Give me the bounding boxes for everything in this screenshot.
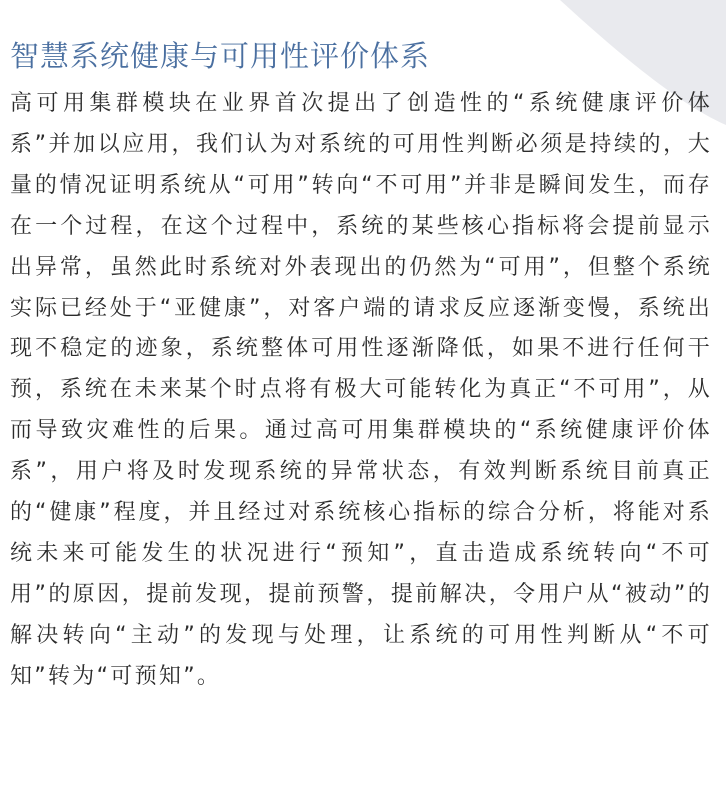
article-body: 高可用集群模块在业界首次提出了创造性的“系统健康评价体系”并加以应用，我们认为对系统的可用性判断必须是持续的，大量的情况证明系统从“可用”转向“不可用”并非是瞬间发生，而存在一个过程，在这个过程中，系统的某些核心指标将会提前显示出异常，虽然此时系统对外表现出的仍然为“可用”，但整个系统实际已经处于“亚健康”，对客户端的请求反应逐渐变慢，系统出现不稳定的迹象，系统整体可用性逐渐降低，如果不进行任何干预，系统在未来某个时点将有极大可能转化为真正“不可用”，从而导致灾难性的后果。通过高可用集群模块的“系统健康评价体系”，用户将及时发现系统的异常状态，有效判断系统目前真正的“健康”程度，并且经过对系统核心指标的综合分析，将能对系统未来可能发生的状况进行“预知”，直击造成系统转向“不可用”的原因，提前发现，提前预警，提前解决，令用户从“被动”的解决转向“主动”的发现与处理，让系统的可用性判断从“不可知”转为“可预知”。 [10, 91, 712, 689]
article-title: 智慧系统健康与可用性评价体系 [10, 39, 431, 73]
